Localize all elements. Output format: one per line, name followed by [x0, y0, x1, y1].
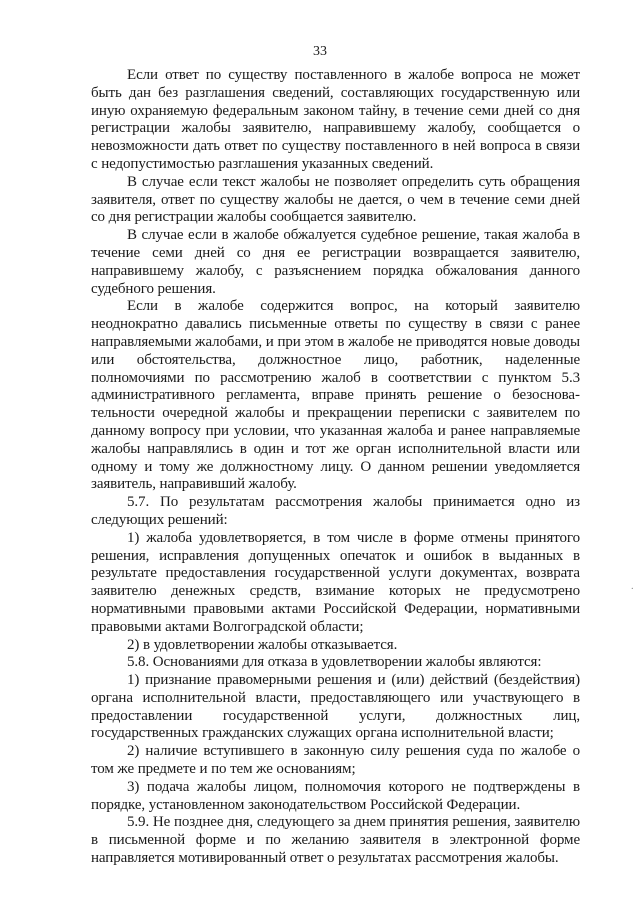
paragraph-5-7-item-2: 2) в удовлетворении жалобы отказывается.	[127, 636, 398, 653]
paragraph-5-7: 5.7. По результатам рассмотрения жалобы принимается одно из следующих решений:	[91, 494, 580, 528]
paragraph-repeated-complaint: Если в жалобе содержится вопрос, на который заявителю неоднократно давались письменные ответы по существу в связи с ранее направляемыми жалобами, и при этом в жалобе не приводятся новые доводы или обстоятельства, должностное лицо, работник, наделенные полномочиями по рассмотрению жалоб в соответствии с пунктом 5.3 административного регламента, вправе принять решение о безосновательности очередной жалобы и прекращении переписки с заявителем по данному вопросу при условии, что указанная жалоба и ранее направляемые жалобы направлялись в один и тот же орган исполнительной власти или одному и тому же должностному лицу. О данном решении уведомляется заявитель, направивший жалобу.	[91, 298, 580, 493]
paragraph-state-secret: Если ответ по существу поставленного в жалобе вопроса не может быть дан без разглашения сведений, составляющих государственную или иную охраняемую федеральным законом тайну, в течение семи дней со дня регистрации жалобы заявителю, направившему жалобу, сообщается о невозможности дать ответ по существу поставленного в ней вопроса в связи с недопустимостью разглашения указанных сведений.	[91, 67, 580, 172]
document-body	[91, 67, 580, 868]
paragraph-5-8-item-3: 3) подача жалобы лицом, полномочия которого не подтверждены в порядке, установленном законодательством Российской Федерации.	[91, 778, 580, 813]
paragraph-5-9: 5.9. Не позднее дня, следующего за днем принятия решения, заявителю в письменной форме и по желанию заявителя в электронной форме направляется мотивированный ответ о результатах рассмотрения жалобы.	[91, 814, 580, 867]
margin-mark: ·	[630, 584, 634, 595]
paragraph-court-decision: В случае если в жалобе обжалуется судебное решение, такая жалоба в течение семи дней со дня ее регистрации возвращается заявителю, направившему жалобу, с разъяснением порядка обжалования данного судебного решения.	[91, 227, 580, 297]
paragraph-5-8-item-2: 2) наличие вступившего в законную силу решения суда по жалобе о том же предмете и по тем же основаниям;	[91, 743, 580, 778]
paragraph-5-8-item-1: 1) признание правомерными решения и (или) действий (бездействия) органа исполнительной власти, предоставляющего или участвующего в предоставлении государственной услуги, должностных лиц, государственных гражданских служащих органа исполнительной власти;	[91, 672, 580, 742]
paragraph-5-8: 5.8. Основаниями для отказа в удовлетворении жалобы являются:	[127, 654, 542, 671]
paragraph-5-7-item-1: 1) жалоба удовлетворяется, в том числе в форме отмены принятого решения, исправления допущенных опечаток и ошибок в выданных в результате предоставления государственной услуги документах, возврата заявителю денежных средств, взимание которых не предусмотрено нормативными правовыми актами Российской Федерации, нормативными правовыми актами Волгоградской области;	[91, 529, 580, 635]
paragraph-unclear-text: В случае если текст жалобы не позволяет определить суть обращения заявителя, ответ по существу жалобы не дается, о чем в течение семи дней со дня регистрации жалобы сообщается заявителю.	[91, 173, 580, 226]
page-number: 33	[313, 44, 327, 59]
